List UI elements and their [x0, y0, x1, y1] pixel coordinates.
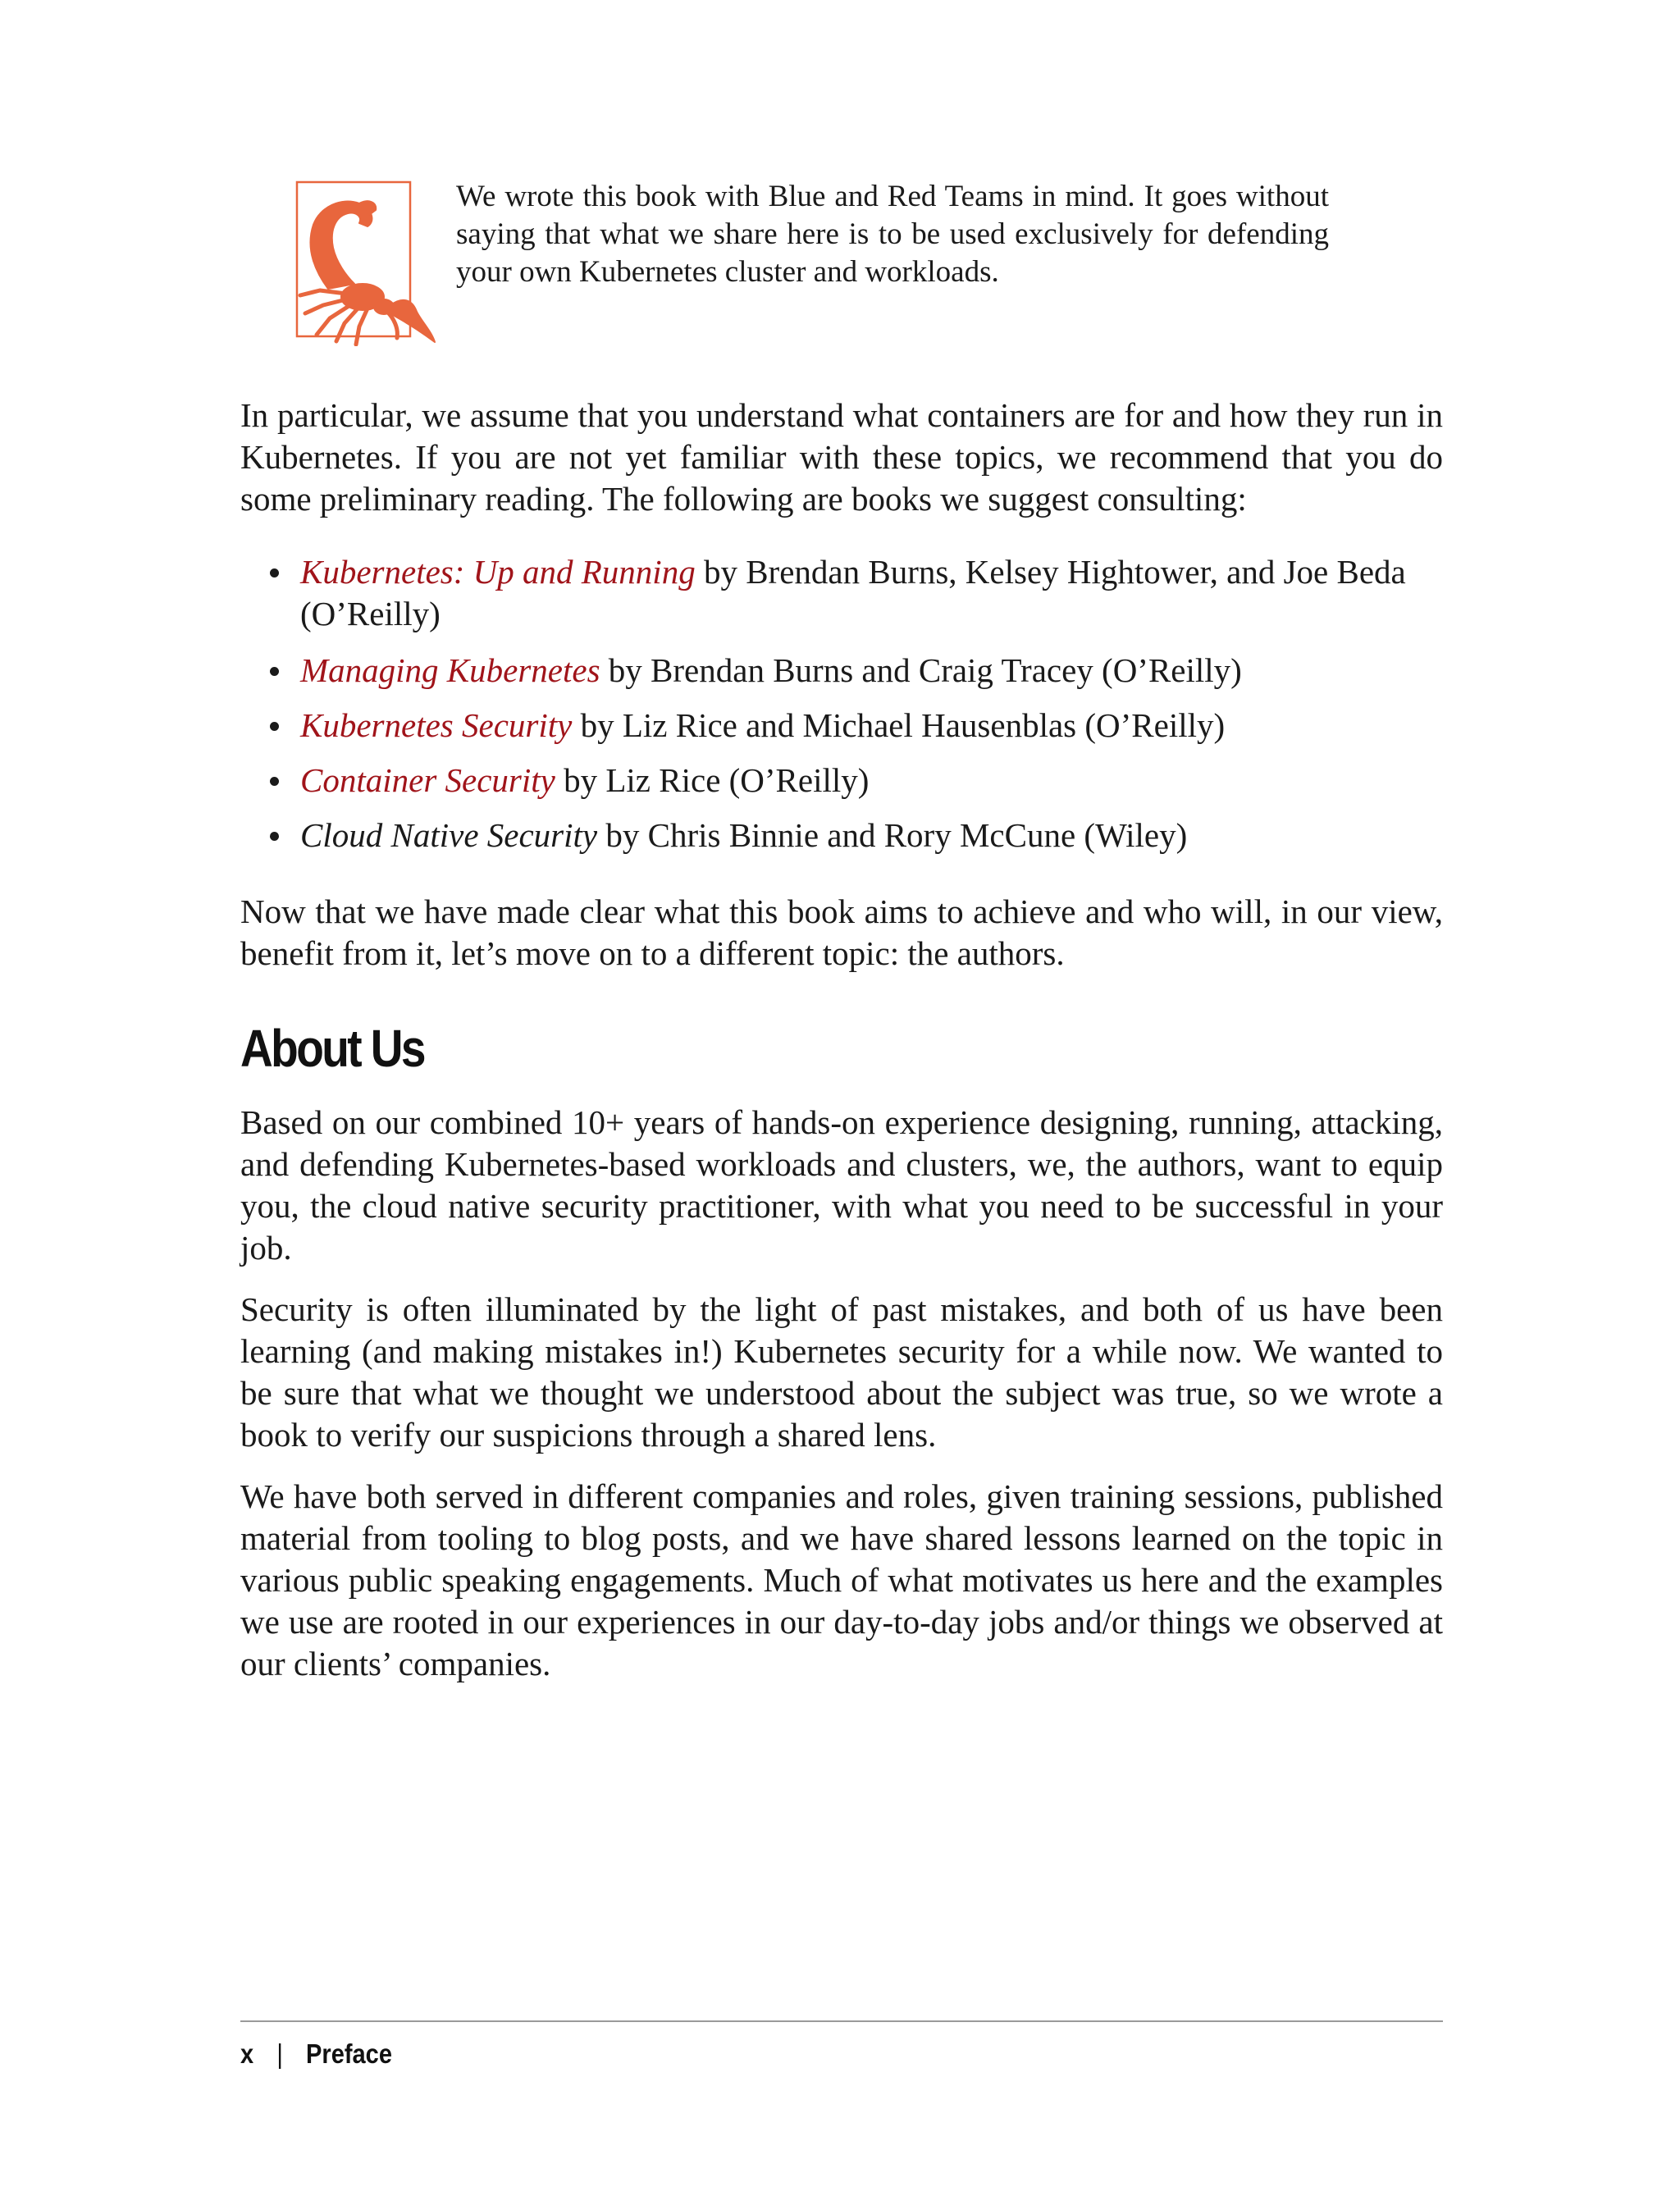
list-item [240, 705, 1443, 746]
bullet-icon [270, 568, 279, 578]
recommended-books-list [240, 551, 1443, 870]
footer-separator: | [276, 2038, 283, 2069]
list-item [240, 815, 1443, 856]
bullet-icon [270, 722, 279, 731]
page-number: x [240, 2038, 254, 2069]
book-details: by Liz Rice and Michael Hausenblas (O’Reilly) [572, 706, 1226, 744]
book-details: by Liz Rice (O’Reilly) [555, 761, 870, 799]
book-title-link[interactable]: Managing Kubernetes [300, 651, 600, 689]
section-heading: About Us [240, 1019, 424, 1078]
bullet-icon [270, 777, 279, 786]
book-title: Cloud Native Security [300, 816, 598, 854]
about-paragraph-2: Security is often illuminated by the light of past mistakes, and both of us have been learning (and making mistakes in!) Kubernetes security for a while now. We wanted to be sure that what we thought we understood about the subject was true, so we wrote a book to verify our suspicions through a shared lens. [240, 1290, 1443, 1454]
book-details: by Brendan Burns, Kelsey Hightower, and Joe Beda (O’Reilly) [300, 553, 1406, 632]
warning-callout [271, 174, 1329, 346]
book-title-link[interactable]: Kubernetes: Up and Running [300, 553, 696, 591]
about-paragraph-3: We have both served in different companies and roles, given training sessions, published material from tooling to blog posts, and we have shared lessons learned on the topic in various public speaking engagements. Much of what motivates us here and the examples we use are rooted in our experiences in our day-to-day jobs and/or things we observed at our clients’ companies. [240, 1477, 1443, 1682]
bullet-icon [270, 667, 279, 676]
footer-divider [240, 2020, 1443, 2022]
warning-text: We wrote this book with Blue and Red Teams in mind. It goes without saying that what we share here is to be used exclusively for defending your own Kubernetes cluster and workloads. [456, 180, 1329, 289]
scorpion-icon [271, 174, 447, 346]
bullet-icon [270, 832, 279, 841]
about-paragraph-1: Based on our combined 10+ years of hands-on experience designing, running, attacking, and defending Kubernetes-based workloads and clusters, we, the authors, want to equip you, the cloud native security practitioner, with what you need to be successful in your job. [240, 1103, 1443, 1267]
page-footer [240, 2036, 392, 2072]
book-title-link[interactable]: Kubernetes Security [300, 706, 573, 744]
list-item [240, 760, 1443, 801]
book-title-link[interactable]: Container Security [300, 761, 555, 799]
transition-paragraph: Now that we have made clear what this book aims to achieve and who will, in our view, benefit from it, let’s move on to a different topic: the authors. [240, 892, 1443, 972]
list-item [240, 650, 1443, 692]
book-details: by Brendan Burns and Craig Tracey (O’Reilly) [600, 651, 1242, 689]
list-item [240, 551, 1443, 635]
book-details: by Chris Binnie and Rory McCune (Wiley) [597, 816, 1188, 854]
intro-paragraph: In particular, we assume that you understand what containers are for and how they run in Kubernetes. If you are not yet familiar with these topics, we recommend that you do some preliminary reading. The following are books we suggest consulting: [240, 396, 1443, 518]
footer-section-title: Preface [306, 2038, 392, 2069]
